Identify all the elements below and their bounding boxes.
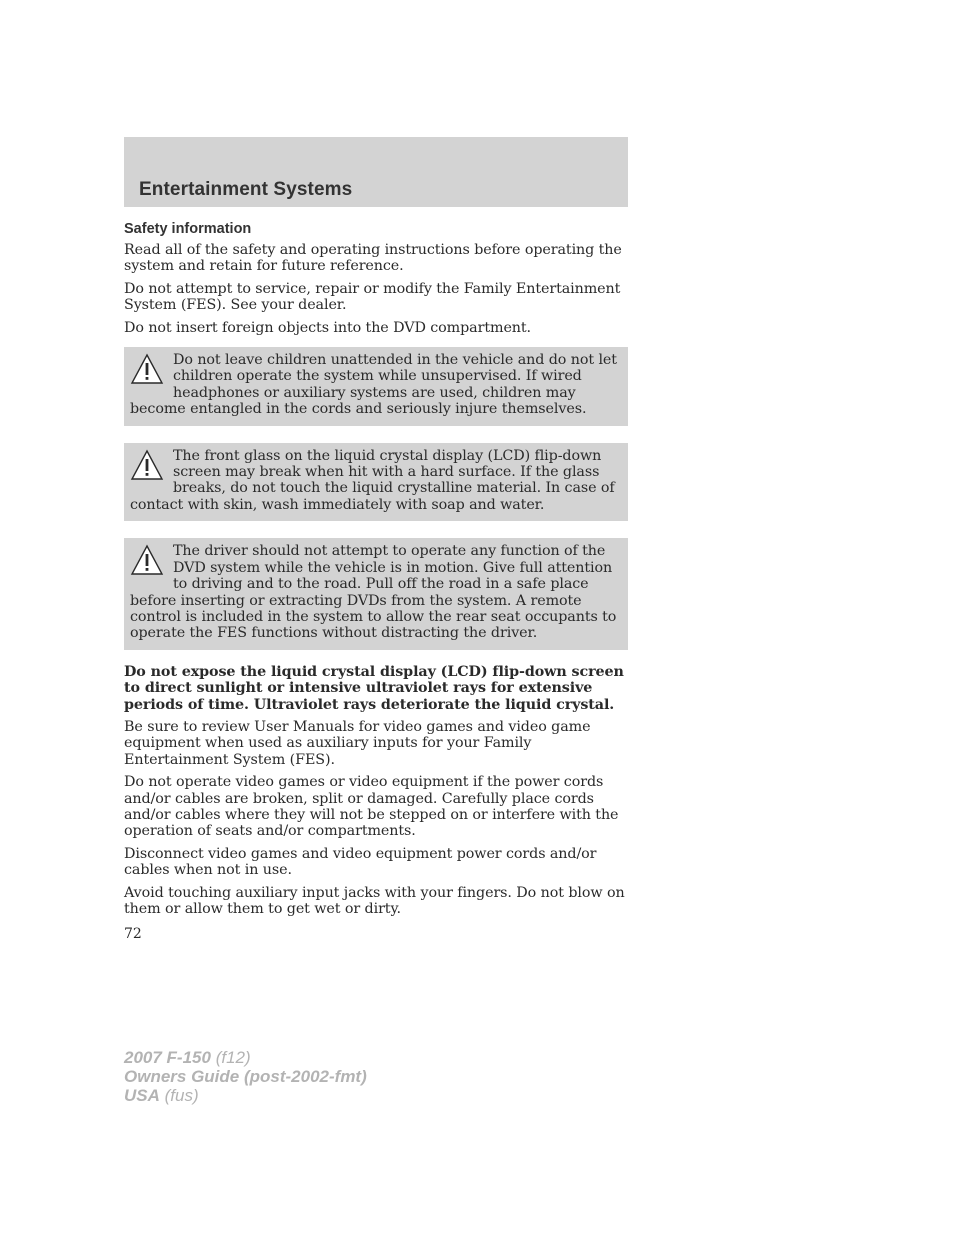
document-footer: [124, 1048, 367, 1105]
page-content: [124, 220, 628, 923]
section-heading: Safety information: [124, 221, 252, 237]
section-header-band: [124, 137, 628, 207]
warning-box: [124, 538, 628, 649]
warning-text: Do not leave children unattended in the vehicle and do not let children operate the system while unsupervised. If wired headphones or auxiliary systems are used, children may become entangled in the cords and seriously injure themselves.: [130, 352, 617, 418]
footer-line-market: [124, 1086, 367, 1105]
footer-guide-name: Owners Guide (post-2002-fmt): [124, 1067, 367, 1086]
warning-box: [124, 443, 628, 522]
footer-market: USA: [124, 1086, 160, 1105]
lcd-sunlight-notice: Do not expose the liquid crystal display (LCD) flip-down screen to direct sunlight or intensive ultraviolet rays for extensive periods of time. Ultraviolet rays deteriorate the liquid crystal.: [124, 663, 624, 713]
body-paragraph: Avoid touching auxiliary input jacks with your fingers. Do not blow on them or allow them to get wet or dirty.: [124, 884, 625, 917]
warning-triangle-icon: [130, 544, 164, 578]
page-number: 72: [124, 926, 142, 942]
footer-model-year: 2007 F-150: [124, 1048, 211, 1067]
intro-paragraph: Read all of the safety and operating instructions before operating the system and retain for future reference.: [124, 242, 622, 275]
footer-line-model: [124, 1048, 367, 1067]
intro-paragraph: Do not attempt to service, repair or modify the Family Entertainment System (FES). See your dealer.: [124, 280, 621, 314]
footer-market-code: (fus): [164, 1086, 199, 1105]
footer-model-code: (f12): [215, 1048, 251, 1067]
warning-triangle-icon: [130, 449, 164, 483]
warning-text: The driver should not attempt to operate any function of the DVD system while the vehicle is in motion. Give full attention to driving and to the road. Pull off the road in a safe place before inserting or extracting DVDs from the system. A remote control is included in the system to allow the rear seat occupants to operate the FES functions without distracting the driver.: [130, 543, 617, 642]
warning-text: The front glass on the liquid crystal display (LCD) flip-down screen may break when hit with a hard surface. If the glass breaks, do not touch the liquid crystalline material. In case of contact with skin, wash immediately with soap and water.: [130, 447, 615, 513]
body-paragraph: Disconnect video games and video equipment power cords and/or cables when not in use.: [124, 845, 597, 879]
intro-paragraph: Do not insert foreign objects into the DVD compartment.: [124, 319, 532, 336]
warning-triangle-icon: [130, 353, 164, 387]
warning-box: [124, 347, 628, 426]
body-paragraph: Do not operate video games or video equipment if the power cords and/or cables are broken, split or damaged. Carefully place cords and/or cables where they will not be stepped on or interfere with the operation of seats and/or compartments.: [124, 774, 619, 840]
body-paragraph: Be sure to review User Manuals for video games and video game equipment when used as auxiliary inputs for your Family Entertainment System (FES).: [124, 718, 591, 768]
chapter-title: Entertainment Systems: [139, 179, 353, 200]
